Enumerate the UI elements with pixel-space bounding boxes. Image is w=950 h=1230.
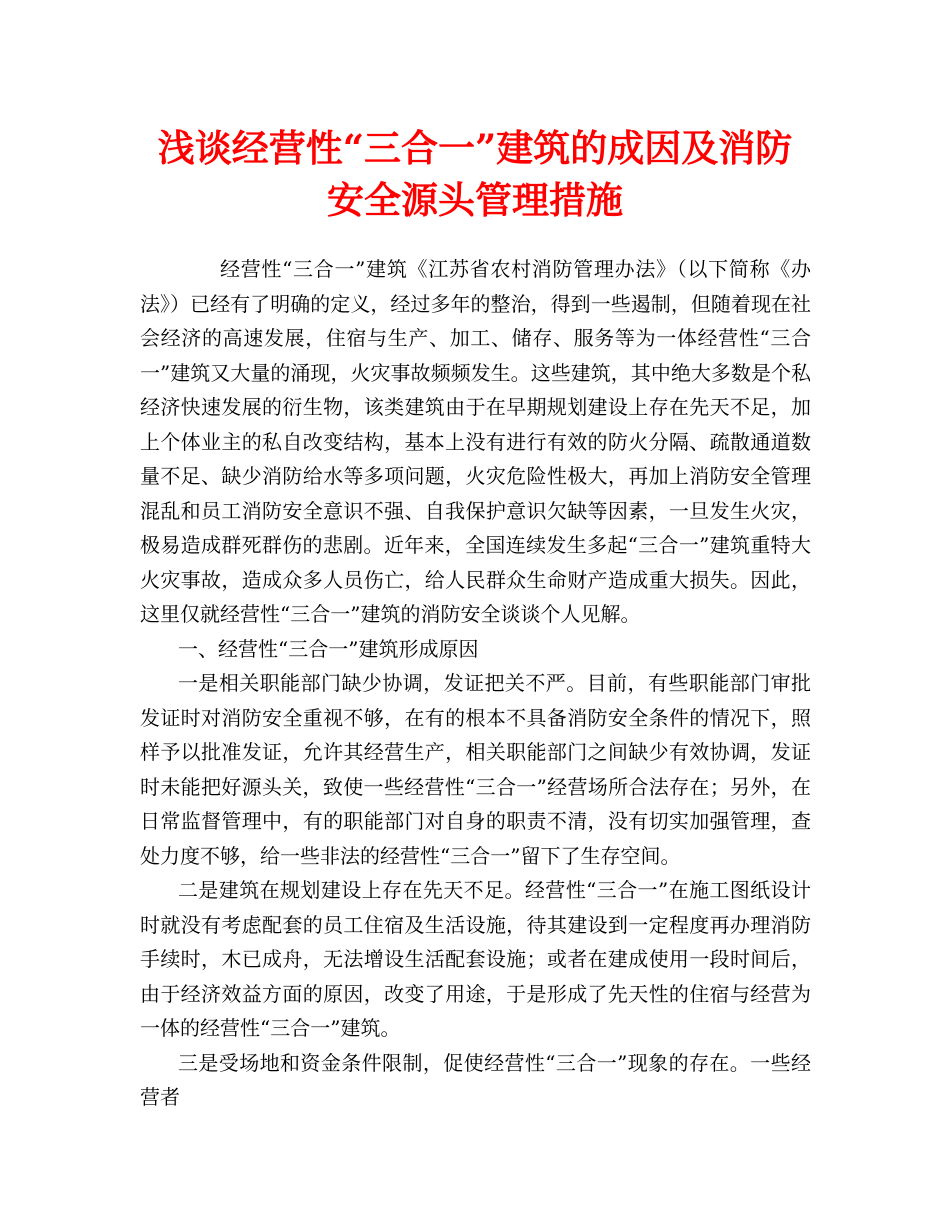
document-title: 浅谈经营性“三合一”建筑的成因及消防安全源头管理措施: [157, 126, 793, 222]
paragraph-reason-3: 三是受场地和资金条件限制，促使经营性“三合一”现象的存在。一些经营者: [140, 1050, 811, 1109]
document-body: [140, 252, 811, 1115]
paragraph-intro: 经营性“三合一”建筑《江苏省农村消防管理办法》（以下简称《办法》）已经有了明确的定义，经过多年的整治，得到一些遏制，但随着现在社会经济的高速发展，住宿与生产、加工、储存、服务等为一体经营性“三合一”建筑又大量的涌现，火灾事故频频发生。这些建筑，其中绝大多数是个私经济快速发展的衍生物，该类建筑由于在早期规划建设上存在先天不足，加上个体业主的私自改变结构，基本上没有进行有效的防火分隔、疏散通道数量不足、缺少消防给水等多项问题，火灾危险性极大，再加上消防安全管理混乱和员工消防安全意识不强、自我保护意识欠缺等因素，一旦发生火灾，极易造成群死群伤的悲剧。近年来，全国连续发生多起“三合一”建筑重特大火灾事故，造成众多人员伤亡，给人民群众生命财产造成重大损失。因此，这里仅就经营性“三合一”建筑的消防安全谈谈个人见解。: [140, 257, 811, 626]
paragraph-reason-1: 一是相关职能部门缺少协调，发证把关不严。目前，有些职能部门审批发证时对消防安全重视不够，在有的根本不具备消防安全条件的情况下，照样予以批准发证，允许其经营生产，相关职能部门之间缺少有效协调，发证时未能把好源头关，致使一些经营性“三合一”经营场所合法存在；另外，在日常监督管理中，有的职能部门对自身的职责不清，没有切实加强管理，查处力度不够，给一些非法的经营性“三合一”留下了生存空间。: [140, 671, 811, 868]
section-heading-1: 一、经营性“三合一”建筑形成原因: [178, 636, 479, 661]
paragraph-reason-2: 二是建筑在规划建设上存在先天不足。经营性“三合一”在施工图纸设计时就没有考虑配套的员工住宿及生活设施，待其建设到一定程度再办理消防手续时，木已成舟，无法增设生活配套设施；或者在建成使用一段时间后，由于经济效益方面的原因，改变了用途，于是形成了先天性的住宿与经营为一体的经营性“三合一”建筑。: [140, 878, 811, 1040]
